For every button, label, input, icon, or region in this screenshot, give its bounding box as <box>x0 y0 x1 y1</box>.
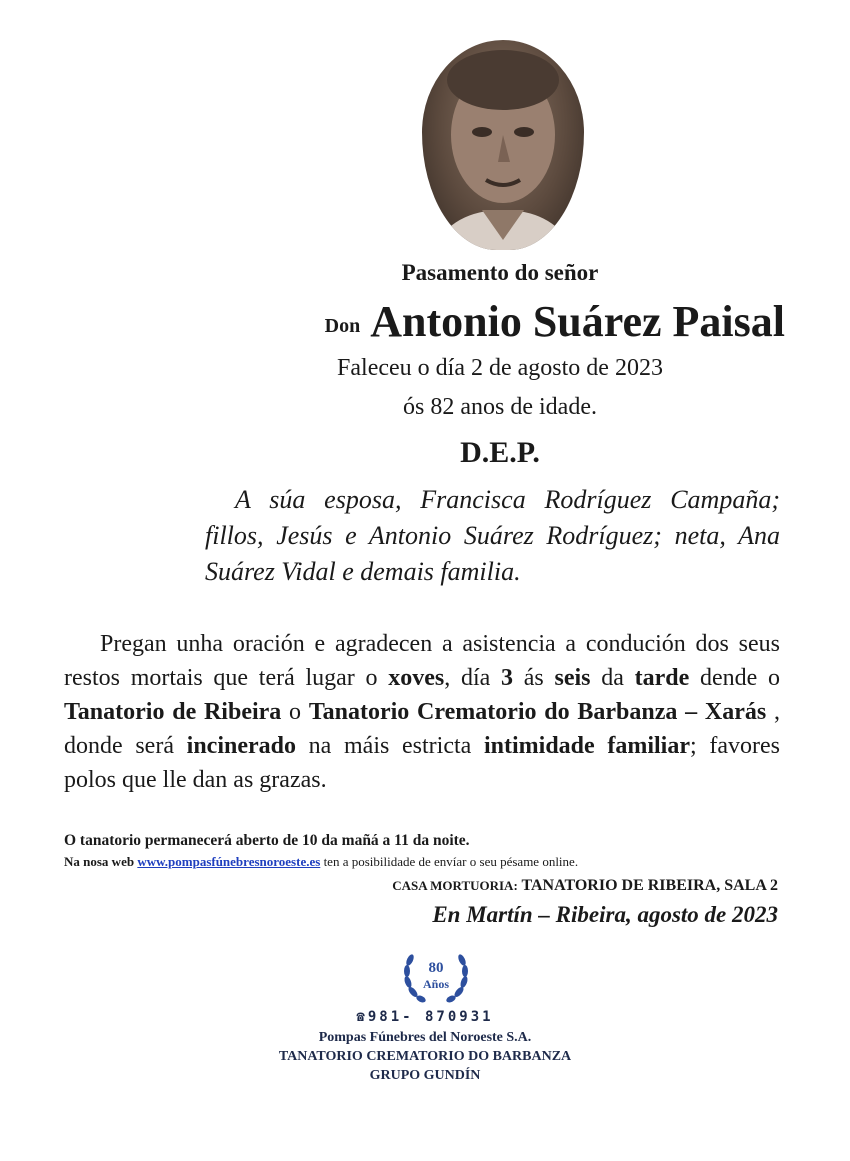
service-paragraph <box>64 627 780 797</box>
deceased-name-line <box>215 296 785 347</box>
service-hour: seis <box>554 665 591 691</box>
web-note-prefix: Na nosa web <box>64 854 135 869</box>
service-text: ; favores polos que lle dan as grazas. <box>64 733 780 793</box>
service-period: tarde <box>634 665 690 691</box>
service-text: na máis estricta <box>296 733 484 759</box>
service-destination: Tanatorio Crematorio do Barbanza – Xarás <box>308 699 767 725</box>
age-line: ós 82 anos de idade. <box>403 394 597 420</box>
deceased-name: Antonio Suárez Paisal <box>370 297 785 346</box>
service-origin: Tanatorio de Ribeira <box>64 699 282 725</box>
service-text: Pregan unha oración e agradecen a asistencia a condución dos seus restos mortais que terá lugar o <box>64 631 780 691</box>
logo-number: 80 <box>428 960 444 976</box>
service-day: xoves <box>388 665 445 691</box>
service-text: o <box>281 699 309 725</box>
service-text: dende o <box>689 665 781 691</box>
casa-label: CASA MORTUORIA: <box>392 878 518 893</box>
service-text: , donde será <box>64 699 781 759</box>
title-prefix: Don <box>324 315 361 337</box>
death-date: Faleceu o día 2 de agosto de 2023 <box>337 355 663 381</box>
service-method: incinerado <box>186 733 296 759</box>
casa-mortuoria <box>392 877 778 895</box>
casa-value: TANATORIO DE RIBEIRA, SALA 2 <box>521 877 778 894</box>
family-paragraph: A súa esposa, Francisca Rodríguez Campaña; fillos, Jesús e Antonio Suárez Rodríguez; neta, Ana Suárez Vidal e demais familia. <box>205 485 780 586</box>
web-note <box>64 854 578 870</box>
dep-heading: D.E.P. <box>460 436 540 469</box>
website-link[interactable]: www.pompasfúnebresnoroeste.es <box>137 854 321 869</box>
phone-icon: ☎ <box>356 1009 368 1025</box>
service-text: da <box>590 665 635 691</box>
footer-group: GRUPO GUNDÍN <box>369 1068 481 1083</box>
deceased-portrait <box>422 40 584 250</box>
service-text: , día <box>444 665 502 691</box>
place-date: En Martín – Ribeira, agosto de 2023 <box>432 902 778 927</box>
phone-number: 981- 870931 <box>367 1009 494 1025</box>
service-date: 3 <box>501 665 514 691</box>
logo-word: Años <box>422 977 450 991</box>
footer-company: Pompas Fúnebres del Noroeste S.A. <box>318 1030 532 1045</box>
web-note-suffix: ten a posibilidade de envíar o seu pésame online. <box>323 854 579 869</box>
footer-phone <box>200 1009 650 1025</box>
service-privacy: intimidade familiar <box>484 733 691 759</box>
anniversary-logo <box>399 944 473 1010</box>
service-text: ás <box>513 665 555 691</box>
footer-crematorium: TANATORIO CREMATORIO DO BARBANZA <box>278 1049 572 1064</box>
opening-hours-note: O tanatorio permanecerá aberto de 10 da mañá a 11 da noite. <box>64 832 470 849</box>
intro-line: Pasamento do señor <box>401 260 599 285</box>
